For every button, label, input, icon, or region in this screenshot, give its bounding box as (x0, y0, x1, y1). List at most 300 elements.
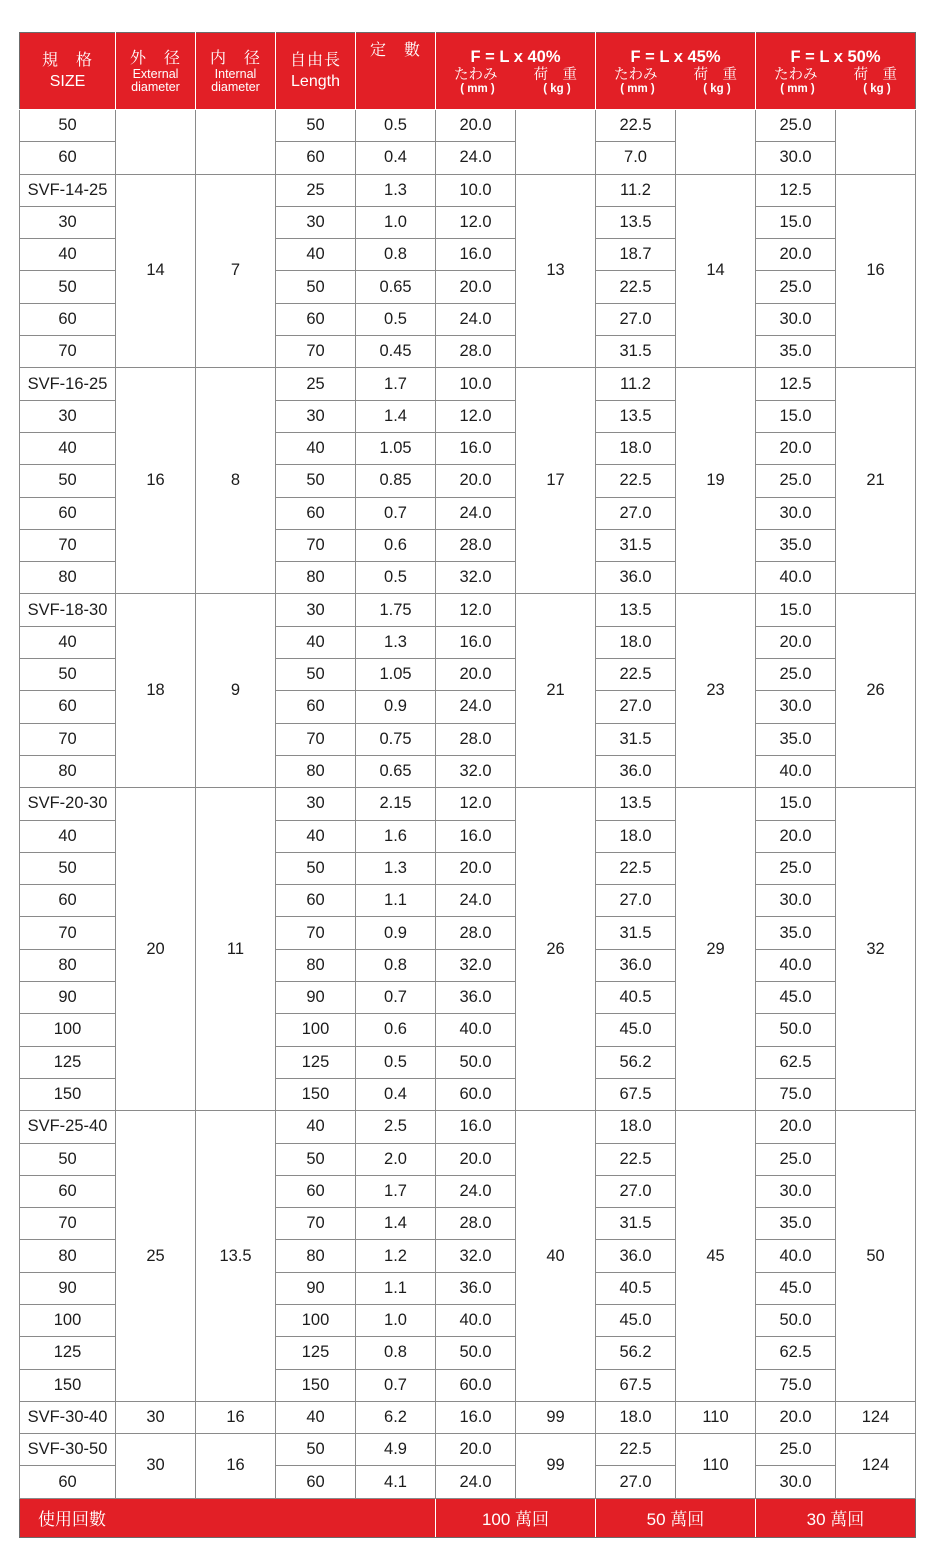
deflection-50-cell: 15.0 (756, 788, 836, 820)
deflection-45-cell: 18.0 (596, 432, 676, 464)
table-body (20, 110, 916, 1499)
header-size-en: SIZE (49, 73, 86, 90)
constant-cell: 0.4 (356, 1078, 436, 1110)
size-cell: 100 (20, 1014, 116, 1046)
deflection-40-cell: 32.0 (436, 562, 516, 594)
deflection-50-cell: 30.0 (756, 1466, 836, 1498)
table-row (20, 1434, 916, 1466)
load-50-cell: 21 (836, 368, 916, 594)
constant-cell: 0.8 (356, 239, 436, 271)
deflection-40-cell: 32.0 (436, 1240, 516, 1272)
table-row (20, 174, 916, 206)
deflection-45-cell: 27.0 (596, 885, 676, 917)
constant-cell: 0.9 (356, 917, 436, 949)
deflection-40-cell: 36.0 (436, 1272, 516, 1304)
load-45-cell: 110 (676, 1401, 756, 1433)
deflection-40-cell: 24.0 (436, 303, 516, 335)
deflection-45-cell: 31.5 (596, 917, 676, 949)
length-cell: 100 (276, 1304, 356, 1336)
deflection-45-cell: 67.5 (596, 1369, 676, 1401)
length-cell: 50 (276, 1143, 356, 1175)
constant-cell: 0.6 (356, 1014, 436, 1046)
size-cell: SVF-18-30 (20, 594, 116, 626)
length-cell: 80 (276, 755, 356, 787)
footer-label: 使用回數 (20, 1498, 436, 1537)
deflection-40-cell: 16.0 (436, 1111, 516, 1143)
size-cell: 70 (20, 1208, 116, 1240)
constant-cell: 0.7 (356, 982, 436, 1014)
size-cell: 125 (20, 1337, 116, 1369)
deflection-45-cell: 27.0 (596, 1175, 676, 1207)
footer-row (20, 1498, 916, 1537)
length-cell: 50 (276, 852, 356, 884)
size-cell: 60 (20, 142, 116, 174)
length-cell: 40 (276, 1401, 356, 1433)
deflection-50-cell: 40.0 (756, 755, 836, 787)
deflection-50-cell: 25.0 (756, 465, 836, 497)
deflection-40-cell: 36.0 (436, 982, 516, 1014)
deflection-50-cell: 50.0 (756, 1014, 836, 1046)
length-cell: 30 (276, 594, 356, 626)
length-cell: 80 (276, 1240, 356, 1272)
deflection-40-cell: 60.0 (436, 1078, 516, 1110)
load-40-cell: 17 (516, 368, 596, 594)
size-cell: 60 (20, 497, 116, 529)
size-cell: 60 (20, 1175, 116, 1207)
load-45-cell: 23 (676, 594, 756, 788)
deflection-45-cell: 13.5 (596, 788, 676, 820)
deflection-50-cell: 40.0 (756, 1240, 836, 1272)
constant-cell: 0.6 (356, 529, 436, 561)
length-cell: 40 (276, 239, 356, 271)
deflection-40-cell: 12.0 (436, 594, 516, 626)
size-cell: 70 (20, 336, 116, 368)
header-length-en: Length (291, 73, 340, 90)
constant-cell: 0.65 (356, 755, 436, 787)
external-diameter-cell: 16 (116, 368, 196, 594)
constant-cell: 1.4 (356, 1208, 436, 1240)
length-cell: 50 (276, 1434, 356, 1466)
deflection-45-cell: 22.5 (596, 659, 676, 691)
deflection-40-cell: 20.0 (436, 1143, 516, 1175)
deflection-40-cell: 24.0 (436, 1175, 516, 1207)
load-40-cell: 40 (516, 1111, 596, 1402)
external-diameter-cell: 30 (116, 1434, 196, 1499)
constant-cell: 0.75 (356, 723, 436, 755)
header-external-en: External diameter (131, 66, 180, 94)
table-row (20, 788, 916, 820)
size-cell: 40 (20, 432, 116, 464)
deflection-45-cell: 22.5 (596, 465, 676, 497)
deflection-45-cell: 27.0 (596, 497, 676, 529)
deflection-50-cell: 45.0 (756, 1272, 836, 1304)
constant-cell: 1.1 (356, 885, 436, 917)
length-cell: 150 (276, 1078, 356, 1110)
internal-diameter-cell: 9 (196, 594, 276, 788)
deflection-50-cell: 25.0 (756, 1434, 836, 1466)
load-40-cell: 99 (516, 1434, 596, 1499)
size-cell: 30 (20, 206, 116, 238)
deflection-40-cell: 16.0 (436, 626, 516, 658)
size-cell: 150 (20, 1369, 116, 1401)
deflection-50-cell: 20.0 (756, 626, 836, 658)
constant-cell: 4.9 (356, 1434, 436, 1466)
length-cell: 100 (276, 1014, 356, 1046)
length-cell: 125 (276, 1046, 356, 1078)
deflection-50-cell: 20.0 (756, 432, 836, 464)
length-cell: 60 (276, 497, 356, 529)
load-45-cell: 110 (676, 1434, 756, 1499)
header-group-40 (436, 33, 596, 110)
deflection-45-cell: 31.5 (596, 336, 676, 368)
constant-cell: 1.7 (356, 1175, 436, 1207)
size-cell: 80 (20, 949, 116, 981)
length-cell: 70 (276, 336, 356, 368)
size-cell: SVF-20-30 (20, 788, 116, 820)
constant-cell: 0.45 (356, 336, 436, 368)
deflection-50-cell: 75.0 (756, 1369, 836, 1401)
internal-diameter-cell: 16 (196, 1434, 276, 1499)
deflection-40-cell: 16.0 (436, 820, 516, 852)
header-load-unit-45: ( kg ) (703, 83, 731, 95)
header-deflection-unit-45: ( mm ) (620, 83, 655, 95)
header-deflection-unit-50: ( mm ) (780, 83, 815, 95)
deflection-40-cell: 10.0 (436, 368, 516, 400)
size-cell: 40 (20, 626, 116, 658)
deflection-45-cell: 36.0 (596, 1240, 676, 1272)
deflection-50-cell: 35.0 (756, 529, 836, 561)
size-cell: 125 (20, 1046, 116, 1078)
header-deflection-unit-40: ( mm ) (460, 83, 495, 95)
size-cell: 60 (20, 885, 116, 917)
deflection-45-cell: 27.0 (596, 1466, 676, 1498)
length-cell: 40 (276, 820, 356, 852)
header-formula-40: F = L x 40% (470, 48, 561, 66)
deflection-45-cell: 13.5 (596, 206, 676, 238)
load-50-cell: 16 (836, 174, 916, 368)
deflection-45-cell: 18.0 (596, 626, 676, 658)
load-50-cell: 32 (836, 788, 916, 1111)
deflection-40-cell: 24.0 (436, 1466, 516, 1498)
deflection-40-cell: 28.0 (436, 917, 516, 949)
size-cell: 70 (20, 917, 116, 949)
constant-cell: 2.0 (356, 1143, 436, 1175)
table-row (20, 1401, 916, 1433)
deflection-50-cell: 30.0 (756, 142, 836, 174)
deflection-45-cell: 22.5 (596, 271, 676, 303)
deflection-40-cell: 20.0 (436, 852, 516, 884)
deflection-45-cell: 67.5 (596, 1078, 676, 1110)
size-cell: 50 (20, 659, 116, 691)
external-diameter-cell (116, 110, 196, 175)
table-row (20, 368, 916, 400)
constant-cell: 0.4 (356, 142, 436, 174)
header-internal-en: Internal diameter (211, 66, 260, 94)
size-cell: SVF-30-50 (20, 1434, 116, 1466)
header-length (276, 33, 356, 110)
header-external (116, 33, 196, 110)
deflection-40-cell: 50.0 (436, 1046, 516, 1078)
deflection-40-cell: 20.0 (436, 1434, 516, 1466)
table-row (20, 110, 916, 142)
size-cell: 70 (20, 529, 116, 561)
header-length-jp: 自由長 (289, 52, 341, 69)
size-cell: 60 (20, 303, 116, 335)
deflection-40-cell: 32.0 (436, 949, 516, 981)
length-cell: 60 (276, 303, 356, 335)
constant-cell: 0.8 (356, 1337, 436, 1369)
deflection-50-cell: 25.0 (756, 110, 836, 142)
length-cell: 25 (276, 368, 356, 400)
constant-cell: 0.8 (356, 949, 436, 981)
load-45-cell: 14 (676, 174, 756, 368)
constant-cell: 1.2 (356, 1240, 436, 1272)
internal-diameter-cell (196, 110, 276, 175)
internal-diameter-cell: 11 (196, 788, 276, 1111)
external-diameter-cell: 25 (116, 1111, 196, 1402)
length-cell: 70 (276, 917, 356, 949)
deflection-50-cell: 20.0 (756, 820, 836, 852)
deflection-45-cell: 27.0 (596, 691, 676, 723)
constant-cell: 2.5 (356, 1111, 436, 1143)
deflection-45-cell: 45.0 (596, 1304, 676, 1336)
size-cell: 80 (20, 755, 116, 787)
length-cell: 70 (276, 529, 356, 561)
deflection-45-cell: 31.5 (596, 1208, 676, 1240)
size-cell: 80 (20, 562, 116, 594)
deflection-40-cell: 16.0 (436, 239, 516, 271)
length-cell: 150 (276, 1369, 356, 1401)
length-cell: 60 (276, 691, 356, 723)
deflection-50-cell: 75.0 (756, 1078, 836, 1110)
load-45-cell: 45 (676, 1111, 756, 1402)
constant-cell: 1.0 (356, 1304, 436, 1336)
deflection-45-cell: 22.5 (596, 852, 676, 884)
length-cell: 60 (276, 1175, 356, 1207)
size-cell: 90 (20, 1272, 116, 1304)
deflection-40-cell: 10.0 (436, 174, 516, 206)
deflection-45-cell: 7.0 (596, 142, 676, 174)
load-45-cell: 19 (676, 368, 756, 594)
deflection-45-cell: 36.0 (596, 562, 676, 594)
header-constant (356, 33, 436, 110)
deflection-45-cell: 45.0 (596, 1014, 676, 1046)
length-cell: 60 (276, 1466, 356, 1498)
constant-cell: 1.4 (356, 400, 436, 432)
deflection-45-cell: 36.0 (596, 755, 676, 787)
length-cell: 50 (276, 271, 356, 303)
header-group-50 (756, 33, 916, 110)
size-cell: SVF-14-25 (20, 174, 116, 206)
size-cell: SVF-16-25 (20, 368, 116, 400)
deflection-45-cell: 18.0 (596, 820, 676, 852)
deflection-45-cell: 13.5 (596, 400, 676, 432)
constant-cell: 0.5 (356, 562, 436, 594)
size-cell: 80 (20, 1240, 116, 1272)
load-40-cell: 99 (516, 1401, 596, 1433)
header-size-jp: 規 格 (41, 52, 93, 69)
constant-cell: 1.0 (356, 206, 436, 238)
constant-cell: 0.7 (356, 497, 436, 529)
deflection-40-cell: 24.0 (436, 885, 516, 917)
constant-cell: 6.2 (356, 1401, 436, 1433)
header-deflection-45: たわみ (614, 67, 658, 83)
deflection-50-cell: 30.0 (756, 497, 836, 529)
deflection-40-cell: 28.0 (436, 1208, 516, 1240)
length-cell: 30 (276, 788, 356, 820)
deflection-45-cell: 31.5 (596, 723, 676, 755)
deflection-40-cell: 32.0 (436, 755, 516, 787)
deflection-40-cell: 28.0 (436, 723, 516, 755)
constant-cell: 1.05 (356, 432, 436, 464)
header-deflection-40: たわみ (454, 67, 498, 83)
length-cell: 80 (276, 562, 356, 594)
constant-cell: 0.85 (356, 465, 436, 497)
deflection-45-cell: 27.0 (596, 303, 676, 335)
deflection-50-cell: 62.5 (756, 1046, 836, 1078)
deflection-45-cell: 18.0 (596, 1111, 676, 1143)
constant-cell: 1.3 (356, 626, 436, 658)
load-50-cell: 124 (836, 1401, 916, 1433)
deflection-50-cell: 20.0 (756, 239, 836, 271)
deflection-45-cell: 11.2 (596, 368, 676, 400)
internal-diameter-cell: 13.5 (196, 1111, 276, 1402)
constant-cell: 4.1 (356, 1466, 436, 1498)
deflection-50-cell: 12.5 (756, 174, 836, 206)
constant-cell: 0.5 (356, 110, 436, 142)
external-diameter-cell: 14 (116, 174, 196, 368)
constant-cell: 1.7 (356, 368, 436, 400)
size-cell: SVF-25-40 (20, 1111, 116, 1143)
load-50-cell: 124 (836, 1434, 916, 1499)
constant-cell: 1.75 (356, 594, 436, 626)
constant-cell: 1.3 (356, 852, 436, 884)
deflection-40-cell: 24.0 (436, 691, 516, 723)
header-load-40: 荷 重 (533, 67, 577, 83)
header-load-unit-50: ( kg ) (863, 83, 891, 95)
size-cell: 50 (20, 465, 116, 497)
size-cell: 150 (20, 1078, 116, 1110)
load-50-cell (836, 110, 916, 175)
external-diameter-cell: 20 (116, 788, 196, 1111)
deflection-40-cell: 40.0 (436, 1304, 516, 1336)
header-external-jp: 外 径 (129, 49, 181, 67)
deflection-50-cell: 20.0 (756, 1111, 836, 1143)
header-formula-50: F = L x 50% (790, 48, 881, 66)
deflection-50-cell: 30.0 (756, 303, 836, 335)
table-row (20, 594, 916, 626)
length-cell: 90 (276, 1272, 356, 1304)
length-cell: 80 (276, 949, 356, 981)
deflection-50-cell: 25.0 (756, 852, 836, 884)
deflection-45-cell: 36.0 (596, 949, 676, 981)
size-cell: 70 (20, 723, 116, 755)
length-cell: 50 (276, 465, 356, 497)
internal-diameter-cell: 8 (196, 368, 276, 594)
load-45-cell: 29 (676, 788, 756, 1111)
size-cell: 50 (20, 271, 116, 303)
deflection-45-cell: 18.0 (596, 1401, 676, 1433)
size-cell: 60 (20, 691, 116, 723)
deflection-40-cell: 40.0 (436, 1014, 516, 1046)
deflection-50-cell: 35.0 (756, 723, 836, 755)
size-cell: 100 (20, 1304, 116, 1336)
constant-cell: 0.9 (356, 691, 436, 723)
length-cell: 125 (276, 1337, 356, 1369)
constant-cell: 0.5 (356, 1046, 436, 1078)
size-cell: 50 (20, 852, 116, 884)
constant-cell: 1.6 (356, 820, 436, 852)
header-group-45 (596, 33, 756, 110)
length-cell: 60 (276, 885, 356, 917)
load-50-cell: 50 (836, 1111, 916, 1402)
deflection-40-cell: 24.0 (436, 497, 516, 529)
deflection-45-cell: 11.2 (596, 174, 676, 206)
deflection-50-cell: 35.0 (756, 917, 836, 949)
deflection-40-cell: 20.0 (436, 465, 516, 497)
header-load-50: 荷 重 (853, 67, 897, 83)
deflection-40-cell: 20.0 (436, 271, 516, 303)
header-constant-jp: 定 數 (369, 42, 421, 59)
constant-cell: 1.1 (356, 1272, 436, 1304)
header-size (20, 33, 116, 110)
deflection-40-cell: 20.0 (436, 659, 516, 691)
deflection-45-cell: 40.5 (596, 982, 676, 1014)
deflection-40-cell: 24.0 (436, 142, 516, 174)
size-cell: 30 (20, 400, 116, 432)
footer-cycles-50: 30 萬回 (756, 1498, 916, 1537)
size-cell: 50 (20, 110, 116, 142)
length-cell: 70 (276, 1208, 356, 1240)
deflection-50-cell: 15.0 (756, 206, 836, 238)
length-cell: 70 (276, 723, 356, 755)
external-diameter-cell: 30 (116, 1401, 196, 1433)
constant-cell: 2.15 (356, 788, 436, 820)
deflection-50-cell: 50.0 (756, 1304, 836, 1336)
deflection-45-cell: 31.5 (596, 529, 676, 561)
deflection-40-cell: 60.0 (436, 1369, 516, 1401)
footer-cycles-40: 100 萬回 (436, 1498, 596, 1537)
length-cell: 40 (276, 626, 356, 658)
length-cell: 40 (276, 1111, 356, 1143)
header-load-unit-40: ( kg ) (543, 83, 571, 95)
header-formula-45: F = L x 45% (630, 48, 721, 66)
size-cell: 40 (20, 239, 116, 271)
deflection-50-cell: 25.0 (756, 1143, 836, 1175)
length-cell: 40 (276, 432, 356, 464)
deflection-45-cell: 13.5 (596, 594, 676, 626)
length-cell: 30 (276, 400, 356, 432)
deflection-50-cell: 30.0 (756, 691, 836, 723)
load-40-cell (516, 110, 596, 175)
deflection-50-cell: 45.0 (756, 982, 836, 1014)
deflection-40-cell: 20.0 (436, 110, 516, 142)
deflection-45-cell: 40.5 (596, 1272, 676, 1304)
header-internal-jp: 内 径 (209, 49, 261, 67)
deflection-40-cell: 12.0 (436, 788, 516, 820)
deflection-50-cell: 25.0 (756, 659, 836, 691)
constant-cell: 1.05 (356, 659, 436, 691)
load-40-cell: 21 (516, 594, 596, 788)
deflection-50-cell: 20.0 (756, 1401, 836, 1433)
deflection-50-cell: 40.0 (756, 949, 836, 981)
length-cell: 90 (276, 982, 356, 1014)
deflection-50-cell: 62.5 (756, 1337, 836, 1369)
internal-diameter-cell: 16 (196, 1401, 276, 1433)
load-50-cell: 26 (836, 594, 916, 788)
size-cell: 90 (20, 982, 116, 1014)
constant-cell: 0.5 (356, 303, 436, 335)
